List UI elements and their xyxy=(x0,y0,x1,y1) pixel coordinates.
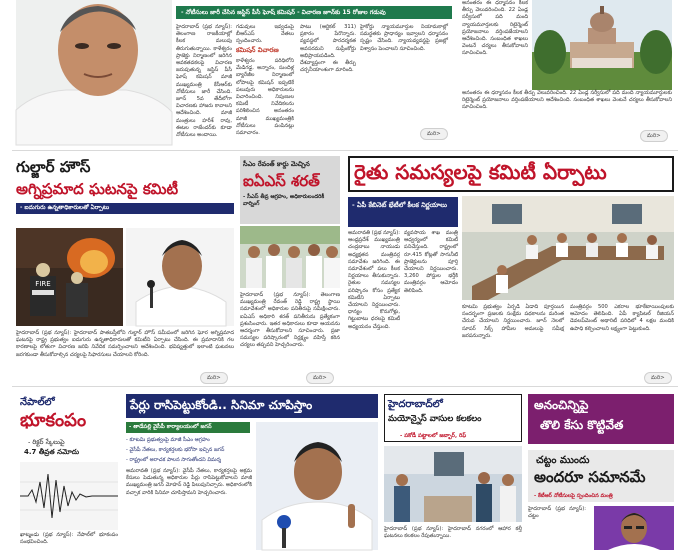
food-inspection-photo xyxy=(384,446,522,522)
law-article: హైదరాబాద్ (ప్రభ న్యూస్): చట్టం xyxy=(528,506,586,520)
ias-subhead: - సీఎస్ తీవ్ర ఆగ్రహం, అధికారులందరికీ వార్నింగ్ xyxy=(243,194,325,207)
farmers-article-col1: అమరావతి (ప్రభ న్యూస్): ఆంధ్రప్రదేశ్ ముఖ్యమంత్రి చంద్రబాబు నాయుడు అధ్యక్షతన మంత్రివర్గ సమావేశం జరిగింది. ఈ సమావేశంలో పలు కీలక నిర్ణయాలు తీసుకున్నారు. రైతుల సమస్యల పరిష్కారం కోసం ప్రత్యేక కమిటీని ఏర్పాటు చేయాలని నిర్ణయించారు. ధాన్యం కొనుగోళ్లు, గిట్టుబాటు ధరలపై కమిటీ అధ్యయనం చేస్తుంది. xyxy=(348,230,400,330)
sc-article-col1: అనంతరం ఈ ధర్మాసనం కీలక తీర్పు వెలువరించింది. 22 ఏండ్ల సర్వీసులో పది మంది న్యాయమూర్తులకు రిటైర్మెంట్ ప్రయోజనాలు వర్తింపజేయాలని ఆదేశించింది. సంబంధిత శాఖలు వెంటనే చర్యలు తీసుకోవాలని సూచించింది. xyxy=(462,0,528,57)
cinema-headline: పేర్లు రాసిపెట్టుకోండి.. సినిమా చూపిస్తాం xyxy=(130,398,313,412)
nepal-article: ఖాట్మండు (ప్రభ న్యూస్): నేపాల్‌లో భూకంపం సంభవించింది. xyxy=(20,532,118,546)
minister-photo xyxy=(594,506,674,550)
mayonnaise-kicker: హైదరాబాద్‌లో xyxy=(388,399,443,410)
cinema-bullet-2: - వైసీపీ నేతలు, కార్యకర్తలకు భరోసా ఇచ్చిన జగన్ xyxy=(126,447,225,453)
kcr-notice-banner: - నోటీసులు జారీ చేసిన జస్టిస్ పీసీ ఘోష్ కమిషన్ - విచారణ జూన్‌కు 15 రోజుల గడువు xyxy=(176,6,452,19)
svg-text:FIRE: FIRE xyxy=(35,280,51,288)
kcr-article-col4: హైకోర్టు న్యాయమూర్తుల నియామకాల్లో సమర్థతకు ప్రాధాన్యం ఇవ్వాలని ధర్మాసనం స్పష్టం చేసింది. న్యాయవ్యవస్థపై ప్రజల్లో విశ్వాసం పెంచాలని సూచించింది. xyxy=(360,24,448,52)
kcr-commission-subhead: కమిషన్ విచారణ xyxy=(236,46,279,54)
jagan-photo xyxy=(256,422,378,550)
cinema-bullet-3: - రాష్ట్రంలో అరాచక పాలన సాగుతోందని విమర్శ xyxy=(126,457,221,463)
kcr-article-col2-top: గడువులు ఇవ్వడంపై బీఆర్ఎస్ నేతలు స్పందించారు. xyxy=(236,24,294,45)
ias-more-button[interactable]: మరి> xyxy=(306,372,334,384)
gulzar-headline: అగ్నిప్రమాద ఘటనపై కమిటీ xyxy=(16,180,179,198)
sc-article-col2: అనంతరం ఈ ధర్మాసనం కీలక తీర్పు వెలువరించింది. 22 ఏండ్ల సర్వీసులో పది మంది న్యాయమూర్తులకు రిటైర్మెంట్ ప్రయోజనాలు వర్తింపజేయాలని ఆదేశించింది. సంబంధిత శాఖలు వెంటనే చర్యలు తీసుకోవాలని సూచించింది. xyxy=(462,90,672,111)
seismograph-graphic xyxy=(20,462,118,530)
nepal-kicker: నేపాల్‌లో xyxy=(20,397,55,408)
kcr-article-col2: కాళేశ్వరం పరిధిలోని మేడిగడ్డ, అన్నారం, సుందిళ్ల బ్యారేజీల నిర్మాణంలో లోపాలపై కమిషన్ ఇప్పటికే పలువురు అధికారులను విచారించింది. నిపుణుల కమిటీ నివేదికలను పరిశీలించిన అనంతరం మాజీ ముఖ్యమంత్రికి నోటీసులు పంపినట్లు సమాచారం. xyxy=(236,58,294,137)
row-divider-1 xyxy=(12,150,678,151)
fire-photo xyxy=(16,228,123,326)
cinema-article: అమరావతి (ప్రభ న్యూస్): వైసీపీ నేతలు, కార్యకర్తలపై అక్రమ కేసులు పెడుతున్న అధికారుల పేర్లు రాసిపెట్టుకోవాలని మాజీ ముఖ్యమంత్రి జగన్ మోహన్ రెడ్డి పిలుపునిచ్చారు. అధికారంలోకి వచ్చాక వారికి సినిమా చూపిస్తామని హెచ్చరించారు. xyxy=(126,468,252,496)
ias-article: హైదరాబాద్ (ప్రభ న్యూస్): తెలంగాణ ముఖ్యమంత్రి రేవంత్ రెడ్డి రాష్ట్ర స్థాయి సమావేశంలో అధికారుల పనితీరుపై సమీక్షించారు. ఐఏఎస్ అధికారి శరత్ పనితీరును ప్రత్యేకంగా ప్రశంసించారు. ఇతర అధికారులు కూడా ఆయనను ఆదర్శంగా తీసుకోవాలని సూచించారు. ప్రజా సమస్యల పరిష్కారంలో నిర్లక్ష్యం వహిస్తే కఠిన చర్యలు తప్పవని హెచ్చరించారు. xyxy=(240,292,340,349)
kcr-article-col1: హైదరాబాద్ (ప్రభ న్యూస్): తెలంగాణ రాజకీయాల్లో కీలక మలుపు తిరుగుతున్నాయి. కాళేశ్వరం ప్రాజెక్టు నిర్మాణంలో జరిగిన అవకతవకలపై విచారణ జరుపుతున్న జస్టిస్ పీసీ ఘోష్ కమిషన్ మాజీ ముఖ్యమంత్రి కేసీఆర్‌కు నోటీసులు జారీ చేసింది. జూన్ 5వ తేదీలోగా విచారణకు హాజరు కావాలని ఆదేశించింది. మాజీ మంత్రులు హరీశ్ రావు, ఈటల రాజేందర్‌కు కూడా నోటీసులు అందాయి. xyxy=(176,24,232,139)
farmers-more-button[interactable]: మరి> xyxy=(644,372,672,384)
mayonnaise-subhead: - పకోడీ పట్టాలలో జబ్బార్, రిఫ్ xyxy=(400,433,467,439)
law-subhead: - కేటీఆర్ నోటీసులపై స్పందించిన మంత్రి xyxy=(534,493,613,499)
mayonnaise-article: హైదరాబాద్ (ప్రభ న్యూస్): హైదరాబాద్ నగరంలో ఆహార కల్తీ ఘటనలు కలకలం రేపుతున్నాయి. xyxy=(384,526,522,540)
cinema-bullet-1: - కూటమి ప్రభుత్వంపై మాజీ సీఎం ఆగ్రహం xyxy=(126,437,210,443)
gulzar-kicker: గుల్జార్ హౌస్ xyxy=(16,158,91,176)
farmers-subhead: - ఏపీ కేబినెట్ భేటీలో కీలక నిర్ణయాలు xyxy=(352,201,447,209)
nepal-subhead-2: 4.7 తీవ్రత నమోదు xyxy=(24,448,80,456)
farmers-article-col4: మంత్రివర్గం 500 ఎకరాల భూకేటాయింపులకు ఆమోదం తెలిపింది. ఏపీ క్యాపిటల్ రీజియన్ డెవలప్‌మెంట్ అథారిటీ పరిధిలో 4 లక్షల మందికి ఉపాధి కల్పించాలని లక్ష్యంగా పెట్టుకుంది. xyxy=(570,304,674,332)
ias-headline: ఐఏఎస్ శరత్ xyxy=(243,172,320,190)
mayonnaise-headline: మయోన్నైస్ వాసుల కలకలం xyxy=(388,414,482,424)
gulzar-article: హైదరాబాద్ (ప్రభ న్యూస్): హైదరాబాద్ పాతబస్తీలోని గుల్జార్ హౌస్ సమీపంలో జరిగిన ఘోర అగ్నిప్రమాద ఘటనపై రాష్ట్ర ప్రభుత్వం ఐదుగురు ఉన్నతాధికారులతో కమిటీని ఏర్పాటు చేసింది. ఈ ప్రమాదానికి గల కారణాలపై లోతుగా విచారణ జరిపి నివేదిక సమర్పించాలని ఆదేశించింది. భవిష్యత్తులో ఇలాంటి ఘటనలు జరగకుండా తీసుకోవాల్సిన చర్యలపై సిఫారసులు చేయాలని కోరింది. xyxy=(16,330,234,358)
anantha-headline-2: తొలి కేసు కొట్టివేత xyxy=(540,418,624,432)
law-kicker: చట్టం ముందు xyxy=(536,455,590,466)
farmers-article-col2: వ్యవసాయ శాఖ మంత్రి ఆధ్వర్యంలో కమిటీ పనిచేస్తుంది. రాష్ట్రంలో రూ.415 కోట్లతో సాగునీటి ప్రాజెక్టులను పూర్తి చేయాలని నిర్ణయించారు. 3,260 పోస్టుల భర్తీకి మంత్రివర్గం ఆమోదం తెలిపింది. xyxy=(404,230,458,294)
ias-meeting-photo xyxy=(240,226,340,288)
anantha-headline-1: అనంచిన్నిపై xyxy=(534,398,589,412)
gulzar-subhead: - ఐదుగురు ఉన్నతాధికారులతో ఏర్పాటు xyxy=(16,203,234,214)
revanth-photo xyxy=(126,228,234,326)
farmers-article-col3: కూటమి ప్రభుత్వం ఏర్పడి ఏడాది పూర్తయిన సందర్భంగా ప్రజలకు సంక్షేమ పథకాలను మరింత చేరువ చేయాలని నిర్ణయించారు. జూన్ నెలలో సూపర్ సిక్స్ హామీల అమలుపై సమీక్ష జరపనున్నారు. xyxy=(462,304,564,339)
nepal-headline: భూకంపం xyxy=(20,410,87,431)
cabinet-meeting-photo xyxy=(462,196,674,300)
nepal-subhead-1: - రిక్టర్ స్కేలుపై xyxy=(28,438,65,446)
sc-more-button[interactable]: మరి> xyxy=(640,130,668,142)
ias-kicker: సీఎం రేవంత్ కార్డు మెచ్చిన xyxy=(243,160,310,168)
kcr-article-col3: పాటు (ఆర్టికల్ 311) ప్రకారం పేరొన్నారు. వ్యవస్థలో పారదర్శకత అవసరమని సుప్రీంకోర్టు అభిప్రాయపడింది. దేశవ్యాప్తంగా ఈ తీర్పు చర్చనీయాంశంగా మారింది. xyxy=(300,24,356,74)
gulzar-more-button[interactable]: మరి> xyxy=(200,372,228,384)
row-divider-2 xyxy=(12,386,678,387)
kcr-photo xyxy=(16,0,172,145)
kcr-more-button[interactable]: మరి> xyxy=(420,128,448,140)
farmers-headline: రైతు సమస్యలపై కమిటీ ఏర్పాటు xyxy=(354,160,607,184)
cinema-subhead: - తాడేపల్లి వైసీపీ కార్యాలయంలో జగన్ xyxy=(126,422,250,433)
supreme-court-photo xyxy=(532,0,672,90)
law-headline: అందరూ సమానమే xyxy=(534,468,646,486)
